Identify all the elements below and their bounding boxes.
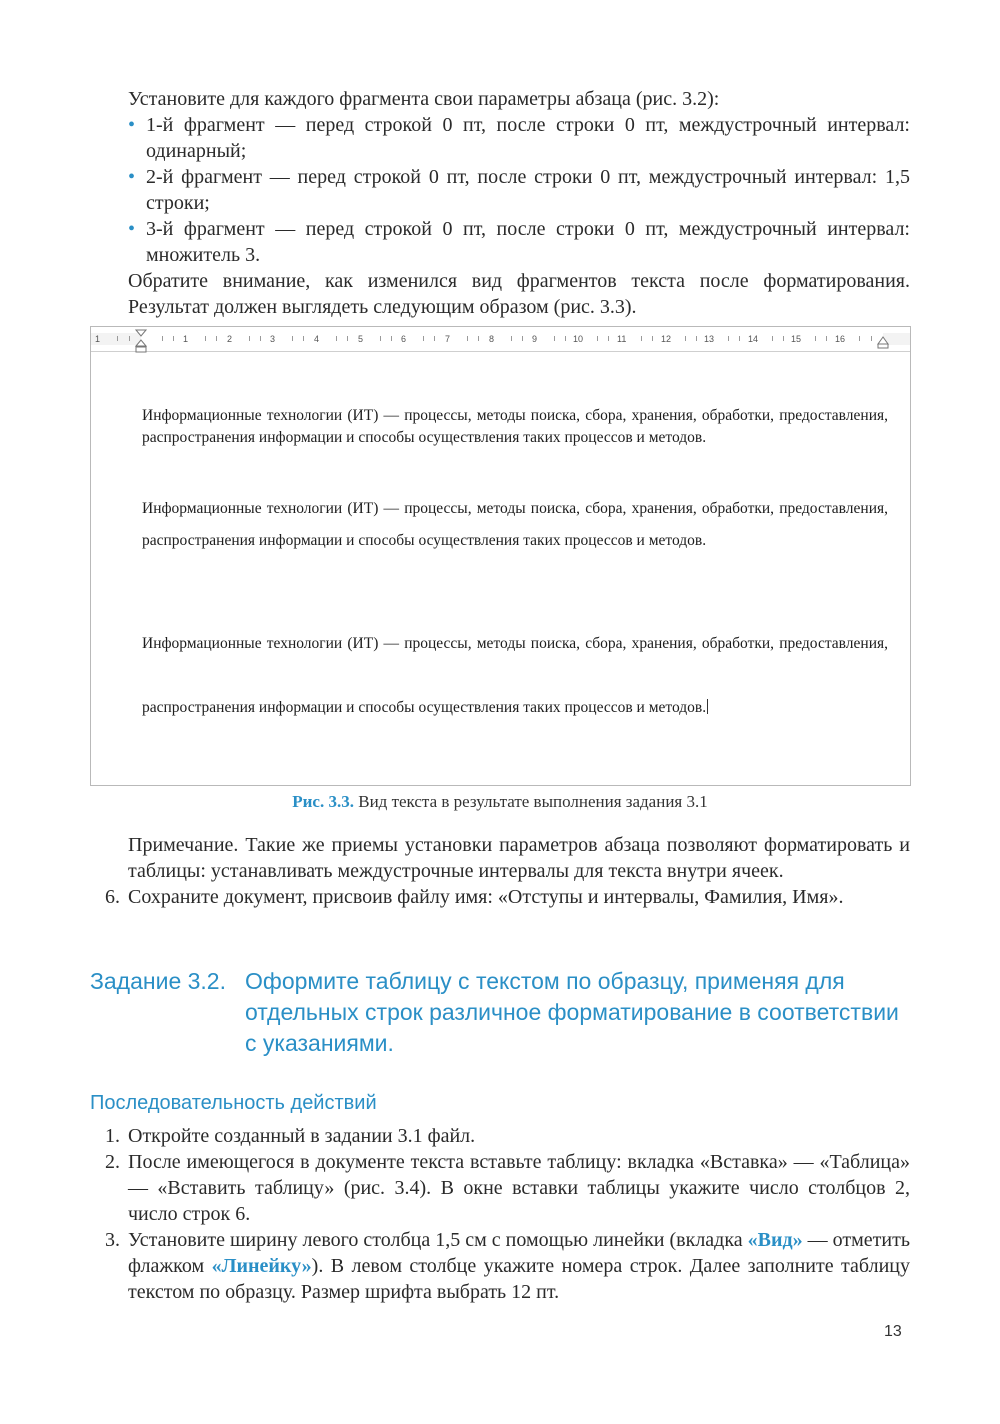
step-6-list [105, 884, 910, 910]
first-line-indent-marker-icon[interactable] [135, 329, 147, 353]
ruler-number: 14 [748, 334, 759, 344]
list-item: • 3-й фрагмент — перед строкой 0 пт, после строки 0 пт, междустрочный интервал: множитель 3. [128, 218, 910, 266]
sequence-heading: Последовательность действий [90, 1092, 377, 1114]
task-title: Оформите таблицу с текстом по образцу, применяя для отдельных строк различное форматирование в соответствии с указаниями. [245, 968, 899, 1056]
ruler-number: 13 [704, 334, 715, 344]
text-cursor [707, 699, 708, 714]
view-tab-reference: «Вид» [747, 1229, 803, 1251]
ruler-checkbox-reference: «Линейку» [211, 1255, 312, 1277]
bullet-icon: • [128, 114, 136, 136]
notice-paragraph: Обратите внимание, как изменился вид фрагментов текста после форматирования. Результат должен выглядеть следующим образом (рис. 3.3). [128, 270, 910, 318]
ruler-number: 4 [314, 334, 320, 344]
bullet-icon: • [128, 166, 136, 188]
ruler-number: 8 [489, 334, 495, 344]
page-number: 13 [884, 1323, 902, 1340]
ruler-number: 2 [227, 334, 233, 344]
list-item: 6. Сохраните документ, присвоив файлу имя: «Отступы и интервалы, Фамилия, Имя». [105, 886, 844, 908]
paragraph-triple-spacing: Информационные технологии (ИТ) — процессы, методы поиска, сбора, хранения, обработки, предоставления, распространения информации и способы осуществления таких процессов и методов. [142, 635, 888, 716]
figure-caption-text: Вид текста в результате выполнения задания 3.1 [358, 792, 708, 811]
ruler-number: 1 [183, 334, 189, 344]
right-indent-marker-icon[interactable] [877, 335, 889, 349]
ruler-number: 10 [573, 334, 584, 344]
ruler-number: 12 [661, 334, 672, 344]
ruler-number: 6 [401, 334, 407, 344]
ruler-number: 11 [617, 334, 627, 344]
task-label: Задание 3.2. [90, 968, 226, 994]
ruler-number: 15 [791, 334, 802, 344]
horizontal-ruler [91, 327, 910, 352]
paragraph-single-spacing: Информационные технологии (ИТ) — процессы, методы поиска, сбора, хранения, обработки, предоставления, распространения информации и способы осуществления таких процессов и методов. [142, 407, 888, 446]
bullet-icon: • [128, 218, 136, 240]
ruler-number: 7 [445, 334, 451, 344]
figure-caption [0, 792, 1000, 812]
list-item: 2. После имеющегося в документе текста вставьте таблицу: вкладка «Вставка» — «Таблица» — «Вставить таблицу» (рис. 3.4). В окне вставки таблицы укажите число столбцов 2, число строк 6. [105, 1151, 910, 1225]
format-bullet-list [128, 112, 910, 268]
ruler-number: 9 [532, 334, 538, 344]
steps-list [105, 1123, 910, 1305]
ruler-number: 3 [270, 334, 276, 344]
figure-label: Рис. 3.3. [292, 792, 354, 811]
list-item: 3. Установите ширину левого столбца 1,5 см с помощью линейки (вкладка «Вид» — отметить флажком «Линейку»). В левом столбце укажите номера строк. Далее заполните таблицу текстом по образцу. Размер шрифта выбрать 12 пт. [105, 1229, 910, 1303]
intro-paragraph: Установите для каждого фрагмента свои параметры абзаца (рис. 3.2): [128, 88, 720, 110]
list-item: • 2-й фрагмент — перед строкой 0 пт, после строки 0 пт, междустрочный интервал: 1,5 строки; [128, 166, 910, 214]
list-item: • 1-й фрагмент — перед строкой 0 пт, после строки 0 пт, междустрочный интервал: одинарный; [128, 114, 910, 162]
note-paragraph: Примечание. Такие же приемы установки параметров абзаца позволяют форматировать и таблицы: устанавливать междустрочные интервалы для текста внутри ячеек. [128, 834, 910, 882]
ruler-number: 16 [835, 334, 846, 344]
ruler-number: 1 [95, 334, 101, 344]
word-document-screenshot [90, 326, 911, 786]
ruler-number: 5 [358, 334, 364, 344]
list-item: 1. Откройте созданный в задании 3.1 файл. [105, 1125, 476, 1147]
paragraph-1-5-spacing: Информационные технологии (ИТ) — процессы, методы поиска, сбора, хранения, обработки, предоставления, распространения информации и способы осуществления таких процессов и методов. [142, 500, 888, 549]
